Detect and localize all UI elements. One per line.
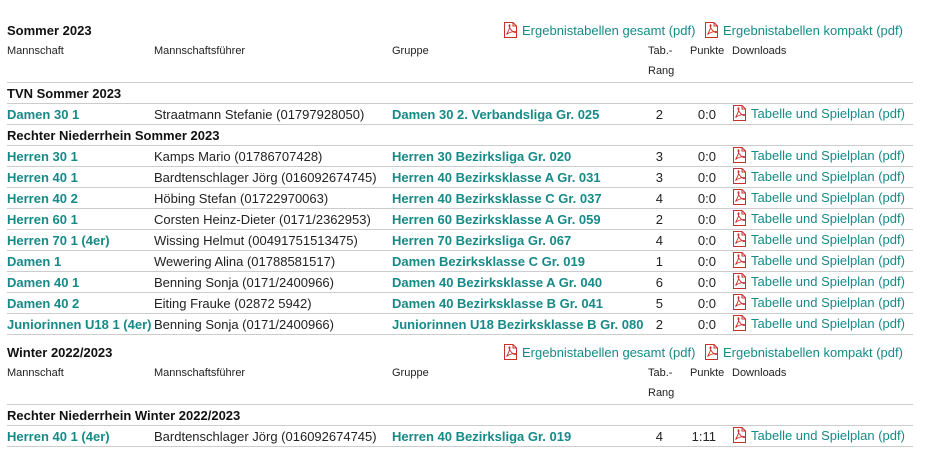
group-link[interactable]: Damen Bezirksklasse C Gr. 019 (392, 254, 585, 269)
league-title: Rechter Niederrhein Sommer 2023 (7, 128, 220, 143)
row-divider (7, 313, 913, 314)
download-table-link[interactable] (732, 252, 905, 268)
table-rank: 6 (655, 275, 663, 290)
pdf-file-icon (732, 294, 747, 310)
row-divider (7, 103, 913, 104)
results-compact-link-label: Ergebnistabellen kompakt (pdf) (723, 22, 903, 38)
group-link[interactable]: Herren 40 Bezirksklasse C Gr. 037 (392, 191, 602, 206)
results-total-link-label: Ergebnistabellen gesamt (pdf) (522, 22, 696, 38)
download-table-link[interactable] (732, 315, 905, 331)
row-divider (7, 292, 913, 293)
download-table-link[interactable] (732, 105, 905, 121)
team-link[interactable]: Herren 40 1 (7, 170, 78, 185)
points: 0:0 (697, 107, 716, 122)
download-table-link-label: Tabelle und Spielplan (pdf) (751, 147, 905, 163)
pdf-file-icon (732, 147, 747, 163)
results-total-link-label: Ergebnistabellen gesamt (pdf) (522, 344, 696, 360)
group-link[interactable]: Herren 40 Bezirksliga Gr. 019 (392, 429, 572, 444)
col-header-group: Gruppe (392, 45, 429, 57)
download-table-link-label: Tabelle und Spielplan (pdf) (751, 294, 905, 310)
team-leader: Bardtenschlager Jörg (016092674745) (154, 170, 377, 185)
col-header-rank: Tab.- (648, 45, 673, 57)
team-leader: Kamps Mario (01786707428) (154, 149, 323, 164)
download-table-link[interactable] (732, 189, 905, 205)
download-table-link-label: Tabelle und Spielplan (pdf) (751, 231, 905, 247)
points: 0:0 (697, 170, 716, 185)
results-total-link[interactable] (503, 344, 695, 360)
col-header-rank: Rang (648, 387, 675, 399)
table-rank: 2 (655, 317, 663, 332)
pdf-file-icon (732, 427, 747, 443)
download-table-link[interactable] (732, 273, 905, 289)
row-divider (7, 208, 913, 209)
col-header-points: Punkte (690, 367, 725, 379)
table-rank: 1 (655, 254, 663, 269)
points: 0:0 (697, 191, 716, 206)
league-title: TVN Sommer 2023 (7, 86, 122, 101)
download-table-link-label: Tabelle und Spielplan (pdf) (751, 210, 905, 226)
team-link[interactable]: Damen 1 (7, 254, 62, 269)
download-table-link-label: Tabelle und Spielplan (pdf) (751, 315, 905, 331)
row-divider (7, 145, 913, 146)
points: 0:0 (697, 149, 716, 164)
download-table-link[interactable] (732, 210, 905, 226)
team-leader: Benning Sonja (0171/2400966) (154, 275, 334, 290)
pdf-file-icon (503, 22, 518, 38)
col-header-leader: Mannschaftsführer (154, 45, 246, 57)
group-link[interactable]: Juniorinnen U18 Bezirksklasse B Gr. 080 (392, 317, 644, 332)
team-leader: Corsten Heinz-Dieter (0171/2362953) (154, 212, 371, 227)
results-total-link[interactable] (503, 22, 695, 38)
col-header-rank: Tab.- (648, 367, 673, 379)
points: 0:0 (697, 212, 716, 227)
row-divider (7, 166, 913, 167)
points: 0:0 (697, 317, 716, 332)
pdf-file-icon (732, 168, 747, 184)
points: 0:0 (697, 296, 716, 311)
row-divider (7, 271, 913, 272)
team-leader: Benning Sonja (0171/2400966) (154, 317, 334, 332)
team-leader: Eiting Frauke (02872 5942) (154, 296, 312, 311)
group-link[interactable]: Herren 70 Bezirksliga Gr. 067 (392, 233, 572, 248)
points: 0:0 (697, 254, 716, 269)
row-divider (7, 334, 913, 335)
results-compact-link[interactable] (704, 344, 903, 360)
row-divider (7, 250, 913, 251)
row-divider (7, 82, 913, 83)
table-rank: 4 (655, 233, 663, 248)
pdf-file-icon (732, 231, 747, 247)
pdf-file-icon (732, 210, 747, 226)
pdf-file-icon (732, 315, 747, 331)
row-divider (7, 124, 913, 125)
points: 1:11 (691, 429, 716, 444)
table-rank: 2 (655, 107, 663, 122)
download-table-link-label: Tabelle und Spielplan (pdf) (751, 168, 905, 184)
row-divider (7, 229, 913, 230)
results-compact-link-label: Ergebnistabellen kompakt (pdf) (723, 344, 903, 360)
team-link[interactable]: Herren 40 2 (7, 191, 78, 206)
row-divider (7, 446, 913, 447)
team-leader: Bardtenschlager Jörg (016092674745) (154, 429, 377, 444)
col-header-team: Mannschaft (7, 367, 64, 379)
league-title: Rechter Niederrhein Winter 2022/2023 (7, 408, 241, 423)
pdf-file-icon (704, 344, 719, 360)
group-link[interactable]: Damen 40 Bezirksklasse B Gr. 041 (392, 296, 604, 311)
team-leader: Wissing Helmut (00491751513475) (154, 233, 358, 248)
download-table-link-label: Tabelle und Spielplan (pdf) (751, 273, 905, 289)
table-rank: 2 (655, 212, 663, 227)
download-table-link-label: Tabelle und Spielplan (pdf) (751, 105, 905, 121)
results-compact-link[interactable] (704, 22, 903, 38)
download-table-link-label: Tabelle und Spielplan (pdf) (751, 252, 905, 268)
download-table-link[interactable] (732, 231, 905, 247)
team-link[interactable]: Herren 40 1 (4er) (7, 429, 110, 444)
pdf-file-icon (732, 105, 747, 121)
team-link[interactable]: Damen 40 2 (7, 296, 80, 311)
season-title: Sommer 2023 (7, 23, 92, 38)
row-divider (7, 425, 913, 426)
points: 0:0 (697, 233, 716, 248)
col-header-points: Punkte (690, 45, 725, 57)
pdf-file-icon (732, 189, 747, 205)
points: 0:0 (697, 275, 716, 290)
col-header-rank: Rang (648, 65, 675, 77)
team-link[interactable]: Herren 30 1 (7, 149, 78, 164)
table-rank: 3 (655, 149, 663, 164)
col-header-downloads: Downloads (732, 367, 787, 379)
team-leader: Wewering Alina (01788581517) (154, 254, 336, 269)
team-leader: Straatmann Stefanie (01797928050) (154, 107, 365, 122)
season-title: Winter 2022/2023 (7, 345, 113, 360)
col-header-downloads: Downloads (732, 45, 787, 57)
group-link[interactable]: Herren 60 Bezirksklasse A Gr. 059 (392, 212, 601, 227)
pdf-file-icon (704, 22, 719, 38)
table-rank: 5 (655, 296, 663, 311)
team-leader: Höbing Stefan (01722970063) (154, 191, 329, 206)
col-header-team: Mannschaft (7, 45, 64, 57)
pdf-file-icon (732, 273, 747, 289)
pdf-file-icon (732, 252, 747, 268)
team-link[interactable]: Damen 40 1 (7, 275, 80, 290)
table-rank: 4 (655, 429, 663, 444)
download-table-link-label: Tabelle und Spielplan (pdf) (751, 427, 905, 443)
download-table-link-label: Tabelle und Spielplan (pdf) (751, 189, 905, 205)
table-rank: 4 (655, 191, 663, 206)
group-link[interactable]: Damen 40 Bezirksklasse A Gr. 040 (392, 275, 603, 290)
col-header-leader: Mannschaftsführer (154, 367, 246, 379)
download-table-link[interactable] (732, 294, 905, 310)
team-link[interactable]: Damen 30 1 (7, 107, 80, 122)
col-header-group: Gruppe (392, 367, 429, 379)
row-divider (7, 404, 913, 405)
team-link[interactable]: Juniorinnen U18 1 (4er) (7, 317, 152, 332)
download-table-link[interactable] (732, 168, 905, 184)
row-divider (7, 187, 913, 188)
table-rank: 3 (655, 170, 663, 185)
group-link[interactable]: Herren 30 Bezirksliga Gr. 020 (392, 149, 572, 164)
download-table-link[interactable] (732, 427, 905, 443)
group-link[interactable]: Herren 40 Bezirksklasse A Gr. 031 (392, 170, 601, 185)
team-link[interactable]: Herren 70 1 (4er) (7, 233, 110, 248)
team-link[interactable]: Herren 60 1 (7, 212, 78, 227)
download-table-link[interactable] (732, 147, 905, 163)
group-link[interactable]: Damen 30 2. Verbandsliga Gr. 025 (392, 107, 600, 122)
pdf-file-icon (503, 344, 518, 360)
